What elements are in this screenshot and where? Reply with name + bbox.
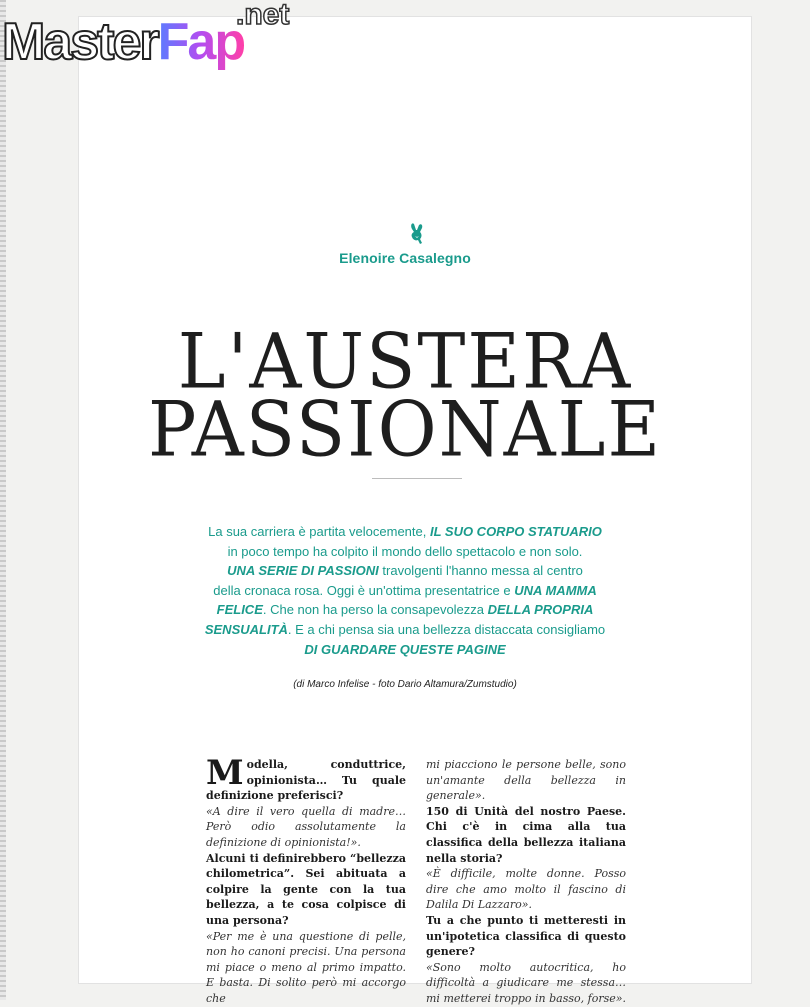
watermark-master: Master — [2, 13, 158, 71]
intro-text: travolgenti l'hanno messa al centro — [378, 563, 583, 579]
photo-credit: (di Marco Infelise - foto Dario Altamura/Zumstudio) — [293, 679, 517, 690]
answer: «Per me è una questione di pelle, non ho canoni precisi. Una persona mi piace o meno al primo impatto. E basta. Di solito però mi accorgo che — [206, 929, 406, 1005]
intro-highlight: FELICE — [216, 602, 263, 618]
question-text: odella, conduttrice, opinionista… Tu quale definizione preferisci? — [206, 758, 406, 803]
intro-highlight: UNA MAMMA — [514, 582, 597, 598]
headline-line-1: L'AUSTERA — [177, 316, 633, 406]
intro-highlight: DI GUARDARE QUESTE PAGINE — [304, 641, 506, 657]
intro-text: . Che non ha perso la consapevolezza — [262, 602, 488, 618]
headline-line-2: PASSIONALE — [147, 384, 663, 474]
intro-highlight: IL SUO CORPO STATUARIO — [429, 524, 602, 539]
question — [206, 753, 406, 804]
playboy-bunny-icon — [406, 222, 428, 248]
question: 150 di Unità del nostro Paese. Chi c'è in cima alla tua classifica della bellezza italiana nella storia? — [426, 804, 626, 865]
watermark-text — [2, 13, 245, 71]
intro-text: . E a chi pensa sia una bellezza distaccata consigliamo — [287, 621, 606, 637]
question: Alcuni ti definirebbero “bellezza chilometrica”. Sei abituata a colpire la gente con la tua bellezza, a te cosa colpisce di una persona? — [206, 851, 406, 927]
intro-text: La sua carriera è partita velocemente, — [208, 524, 430, 539]
intro-highlight: DELLA PROPRIA — [487, 602, 594, 618]
drop-cap: M — [206, 753, 244, 793]
intro-paragraph — [0, 522, 810, 659]
intro-text: della cronaca rosa. Oggi è un'ottima presentatrice e — [213, 582, 515, 598]
watermark-logo — [0, 0, 310, 80]
author-name: Elenoire Casalegno — [339, 250, 471, 266]
article-column-1 — [206, 753, 406, 1007]
answer: «A dire il vero quella di madre… Però odio assolutamente la definizione di opinionista!». — [206, 804, 406, 849]
divider-rule — [372, 478, 462, 479]
article-column-2 — [426, 757, 626, 1007]
intro-highlight: SENSUALITÀ — [204, 621, 288, 637]
watermark-fap: Fap — [157, 13, 245, 71]
magazine-page — [78, 16, 752, 984]
answer: «È difficile, molte donne. Posso dire che amo molto il fascino di Dalila Di Lazzaro». — [426, 867, 626, 912]
answer: «Sono molto autocritica, ho difficoltà a giudicare me stessa… mi metterei troppo in basso, forse». — [426, 960, 626, 1005]
page-edge — [0, 0, 6, 1000]
question: Tu a che punto ti metteresti in un'ipotetica classifica di questo genere? — [426, 913, 626, 959]
intro-text: in poco tempo ha colpito il mondo dello spettacolo e non solo. — [227, 543, 583, 559]
intro-highlight: UNA SERIE DI PASSIONI — [227, 563, 379, 579]
watermark-net: .net — [236, 0, 290, 31]
answer: mi piacciono le persone belle, sono un'amante della bellezza in generale». — [426, 758, 626, 803]
